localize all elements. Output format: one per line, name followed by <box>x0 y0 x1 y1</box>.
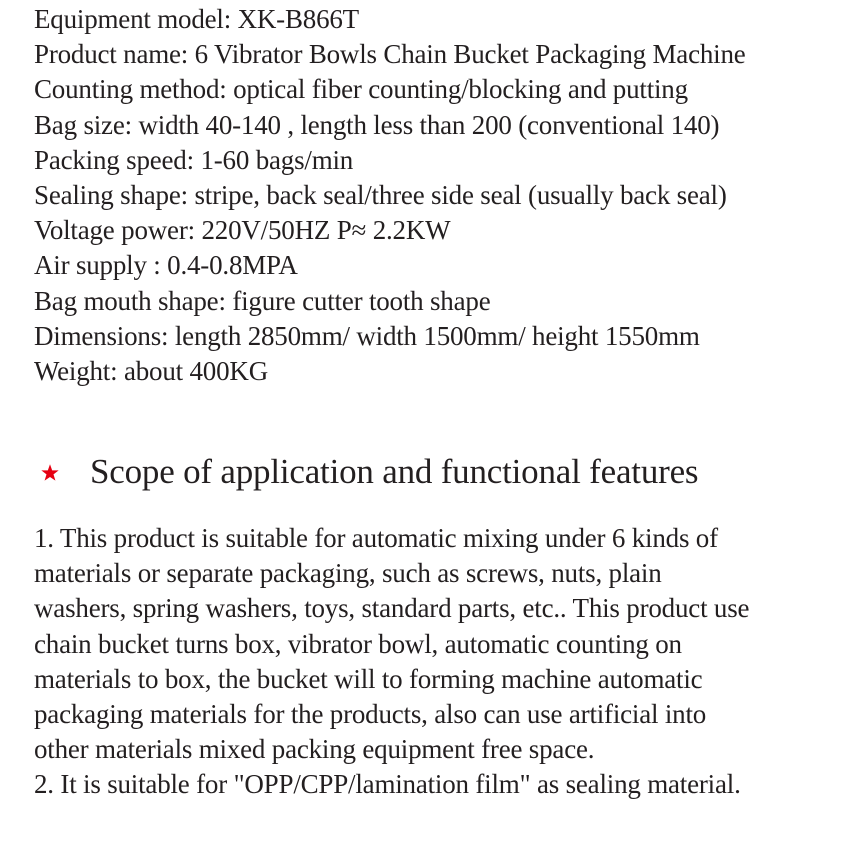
paragraph-line: other materials mixed packing equipment free space. <box>34 734 595 765</box>
paragraph-line: materials to box, the bucket will to forming machine automatic <box>34 663 703 694</box>
paragraph-line: washers, spring washers, toys, standard parts, etc.. This product use <box>34 593 750 624</box>
spec-counting-method: Counting method: optical fiber counting/blocking and putting <box>34 74 688 105</box>
spec-voltage-power: Voltage power: 220V/50HZ P≈ 2.2KW <box>34 215 451 246</box>
paragraph-line: packaging materials for the products, also can use artificial into <box>34 699 707 730</box>
paragraph-line: 1. This product is suitable for automatic mixing under 6 kinds of <box>34 523 718 553</box>
paragraph-line: chain bucket turns box, vibrator bowl, automatic counting on <box>34 628 682 659</box>
spec-air-supply: Air supply : 0.4-0.8MPA <box>34 250 298 281</box>
spec-weight: Weight: about 400KG <box>34 356 268 387</box>
section-title: Scope of application and functional features <box>90 452 699 491</box>
spec-list <box>34 2 746 389</box>
spec-bag-mouth-shape: Bag mouth shape: figure cutter tooth shape <box>34 285 491 316</box>
paragraph-line: materials or separate packaging, such as screws, nuts, plain <box>34 558 662 589</box>
spec-sealing-shape: Sealing shape: stripe, back seal/three side seal (usually back seal) <box>34 180 727 211</box>
star-icon <box>40 463 60 483</box>
spec-dimensions: Dimensions: length 2850mm/ width 1500mm/ height 1550mm <box>34 320 700 351</box>
spec-packing-speed: Packing speed: 1-60 bags/min <box>34 144 354 175</box>
paragraph-line: 2. It is suitable for "OPP/CPP/lamination film" as sealing material. <box>34 769 741 800</box>
feature-paragraphs <box>34 521 749 803</box>
spec-product-name: Product name: 6 Vibrator Bowls Chain Bucket Packaging Machine <box>34 39 746 70</box>
spec-bag-size: Bag size: width 40-140 , length less than 200 (conventional 140) <box>34 109 720 140</box>
spec-equipment-model: Equipment model: XK-B866T <box>34 4 359 34</box>
section-heading <box>40 450 698 494</box>
